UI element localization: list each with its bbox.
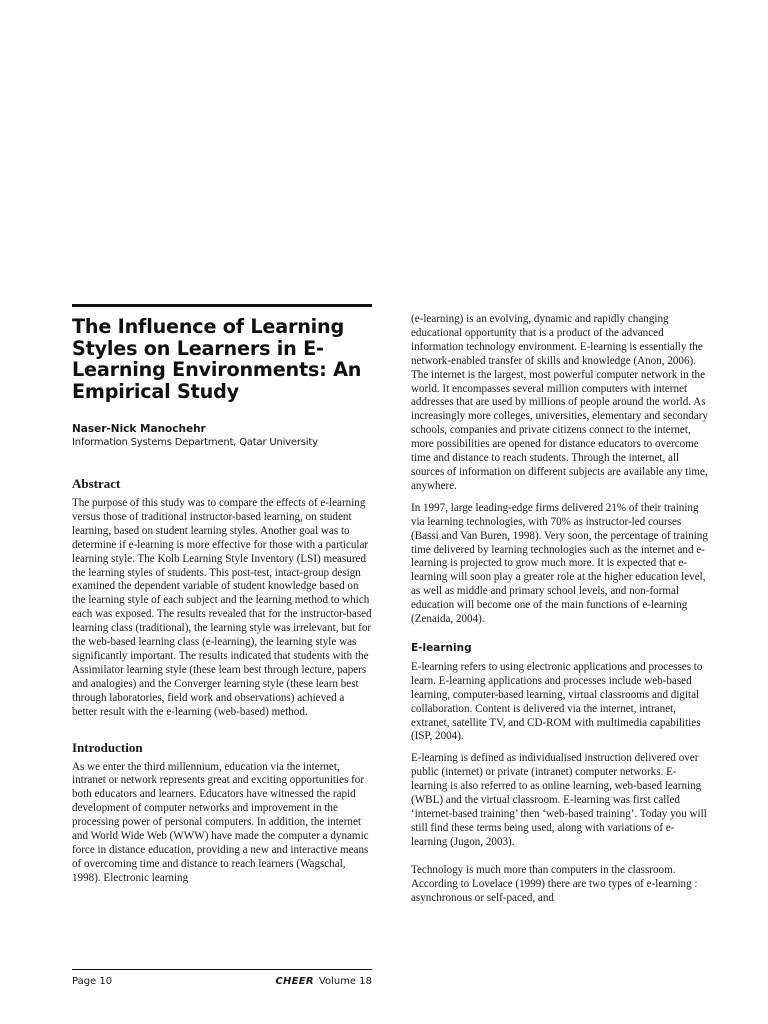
abstract-text: The purpose of this study was to compare the effects of e-learning versus those of traditional instructor-based learning, on student learning, based on student learning styles. Another goal was to determine if e-learning is more effective for those with a particular learning style. The Kolb Learning Style Inventory (LSI) measured the learning styles of students. This post-test, intact-group design examined the dependent variable of student knowledge based on the learning style of each subject and the learning method to which each was exposed. The results revealed that for the instructor-based learning class (traditional), the learning style was irrelevant, but for the web-based learning class (e-learning), the learning style was significantly important. The results indicated that students with the Assimilator learning style (these learn best through lecture, papers and analogies) and the Converger learning style (these learn best through laboratories, field work and observations) achieved a better result with the e-learning (web-based) method. [72,497,372,718]
right-column [411,313,708,905]
author-affiliation: Information Systems Department, Qatar University [72,437,318,448]
introduction-text: As we enter the third millennium, education via the internet, intranet or network represents great and exciting opportunities for both educators and learners. Educators have witnessed the rapid development of computer networks and improvement in the processing power of personal computers. In addition, the internet and World Wide Web (WWW) have made the computer a dynamic force in distance education, providing a new and interactive means of overcoming time and distance to reach learners (Wagschal, 1998). Electronic learning [72,760,369,884]
body-paragraph: Technology is much more than computers in the classroom. According to Lovelace (1999) there are two types of e-learning : asynchronous or self-paced, and [411,863,698,904]
author-name: Naser-Nick Manochehr [72,423,206,435]
abstract-heading: Abstract [72,476,121,491]
page-number: Page 10 [72,976,113,987]
left-column [72,306,372,886]
body-paragraph: E-learning refers to using electronic applications and processes to learn. E-learning applications and processes include web-based learning, computer-based learning, virtual classrooms and digital collaboration. Content is delivered via the internet, intranet, extranet, satellite TV, and CD-ROM with multimedia capabilities (ISP, 2004). [411,660,703,743]
e-learning-subheading: E-learning [411,641,472,654]
body-paragraph: In 1997, large leading-edge firms delivered 21% of their training via learning technologies, with 70% as instructor-led courses (Bassi and Van Buren, 1998). Very soon, the percentage of training time delivered by learning technologies such as the internet and e-learning is projected to grow much more. It is expected that e-learning will soon play a greater role at the higher education level, as well as middle and primary school levels, and non-formal education will become one of the main functions of e-learning (Zenaida, 2004). [411,501,708,626]
footer-rule [72,969,372,970]
body-paragraph: (e-learning) is an evolving, dynamic and rapidly changing educational opportunity that is a product of the advanced information technology environment. E-learning is essentially the network-enabled transfer of skills and knowledge (Anon, 2006). The internet is the largest, most powerful computer network in the world. It encompasses several million computers with internet addresses that are used by millions of people around the world. As increasingly more colleges, universities, elementary and secondary schools, companies and private citizens connect to the internet, more possibilities are opened for distance educators to overcome time and distance to reach students. Through the internet, all sources of information on different subjects are available any time, anywhere. [411,313,708,492]
body-paragraph: E-learning is defined as individualised instruction delivered over public (internet) or private (intranet) computer networks. E-learning is also referred to as online learning, web-based learning (WBL) and the virtual classroom. E-learning was first called ‘internet-based training’ then ‘web-based training’. Today you will still find these terms being used, along with variations of e-learning (Jugon, 2003). [411,752,707,848]
journal-volume: Volume 18 [318,976,372,987]
journal-name: CHEER [275,976,314,987]
journal-info [275,975,372,989]
introduction-heading: Introduction [72,739,143,755]
paper-title: The Influence of Learning Styles on Learners in E-Learning Environments: An Empirical Study [72,315,362,403]
